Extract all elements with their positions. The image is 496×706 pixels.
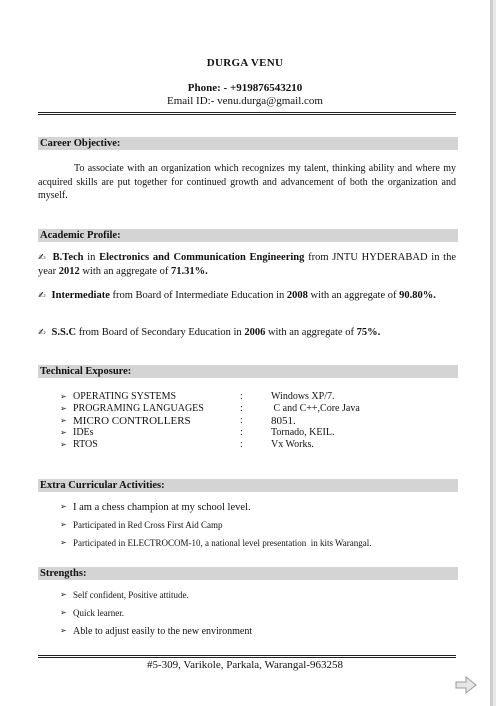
list-item-text: Participated in Red Cross First Aid Camp	[73, 520, 223, 530]
branch: Electronics and Communication Engineering	[99, 252, 305, 263]
list-item-text: Participated in ELECTROCOM-10, a national level presentation in kits Warangal.	[73, 538, 372, 548]
academic-text: in	[83, 252, 100, 263]
tech-colon: :	[240, 403, 243, 414]
phone-line: Phone: - +919876543210	[187, 82, 303, 94]
year: 2006	[244, 327, 266, 338]
tech-label: OPERATING SYSTEMS	[73, 391, 177, 402]
career-heading: Career Objective:	[38, 137, 458, 150]
tech-colon: :	[240, 391, 243, 402]
tech-label: RTOS	[73, 439, 98, 450]
arrow-bullet-icon: ➢	[60, 608, 67, 617]
tech-label: PROGRAMING LANGUAGES	[73, 403, 204, 414]
score: 90.80%.	[399, 290, 436, 301]
arrow-bullet-icon: ➢	[60, 502, 67, 511]
tech-colon: :	[240, 427, 243, 438]
strengths-heading: Strengths:	[38, 567, 458, 580]
tech-label: MICRO CONTROLLERS	[73, 415, 191, 427]
list-item-text: Self confident, Positive attitude.	[73, 590, 189, 600]
extra-heading: Extra Curricular Activities:	[38, 479, 458, 492]
career-text	[38, 162, 456, 203]
academic-text: from Board of Intermediate Education in	[109, 290, 287, 301]
degree: B.Tech	[52, 252, 84, 263]
arrow-bullet-icon: ➢	[60, 392, 67, 401]
tech-colon: :	[240, 415, 243, 426]
pen-bullet-icon: ✍	[38, 291, 46, 301]
list-item-text: Able to adjust easily to the new environment	[73, 626, 253, 637]
tech-colon: :	[240, 439, 243, 450]
year: 2012	[58, 266, 80, 277]
tech-value: Tornado, KEIL.	[271, 427, 335, 438]
footer-divider	[38, 655, 456, 658]
academic-text: from Board of Secondary Education in	[76, 327, 245, 338]
academic-text: with an aggregate of	[79, 266, 171, 277]
academic-item-ssc	[38, 326, 456, 340]
tech-label: IDEs	[73, 427, 94, 438]
academic-text: with an aggregate of	[307, 290, 400, 301]
academic-heading: Academic Profile:	[38, 229, 458, 242]
tech-value: Vx Works.	[271, 439, 314, 450]
arrow-bullet-icon: ➢	[60, 440, 67, 449]
tech-value: C and C++,Core Java	[271, 403, 360, 414]
arrow-bullet-icon: ➢	[60, 590, 67, 599]
email-text: Email ID:- venu.durga@gmail.com	[167, 95, 323, 107]
academic-item-intermediate	[38, 289, 456, 303]
technical-heading: Technical Exposure:	[38, 365, 458, 378]
academic-item-btech	[38, 251, 456, 279]
score: 75%.	[356, 327, 381, 338]
year: 2008	[286, 290, 308, 301]
career-objective-text: To associate with an organization which recognizes my talent, thinking ability and where my acquired skills are put together for continued growth and advancement of both the organization and myself.	[38, 163, 456, 201]
email-line	[0, 95, 490, 107]
score: 71.31%.	[170, 266, 208, 277]
tech-value: 8051.	[271, 415, 296, 427]
list-item-text: Quick learner.	[73, 608, 124, 618]
arrow-bullet-icon: ➢	[60, 428, 67, 437]
header-divider	[38, 112, 456, 115]
arrow-bullet-icon: ➢	[60, 538, 67, 547]
next-arrow-icon[interactable]	[455, 676, 477, 699]
pen-bullet-icon: ✍	[38, 253, 47, 263]
arrow-bullet-icon: ➢	[60, 520, 67, 529]
tech-value: Windows XP/7.	[271, 391, 335, 402]
arrow-bullet-icon: ➢	[60, 416, 67, 425]
degree: Intermediate	[51, 290, 110, 301]
pen-bullet-icon: ✍	[38, 328, 46, 338]
academic-text: with an aggregate of	[265, 327, 357, 338]
degree: S.S.C	[51, 327, 77, 338]
arrow-bullet-icon: ➢	[60, 404, 67, 413]
address: #5-309, Varikole, Parkala, Warangal-963258	[146, 659, 344, 671]
candidate-name: DURGA VENU	[206, 57, 284, 69]
academic-text: from JNTU HYDERABAD in the year	[38, 252, 456, 277]
arrow-bullet-icon: ➢	[60, 626, 67, 635]
list-item-text: I am a chess champion at my school level.	[73, 502, 251, 513]
